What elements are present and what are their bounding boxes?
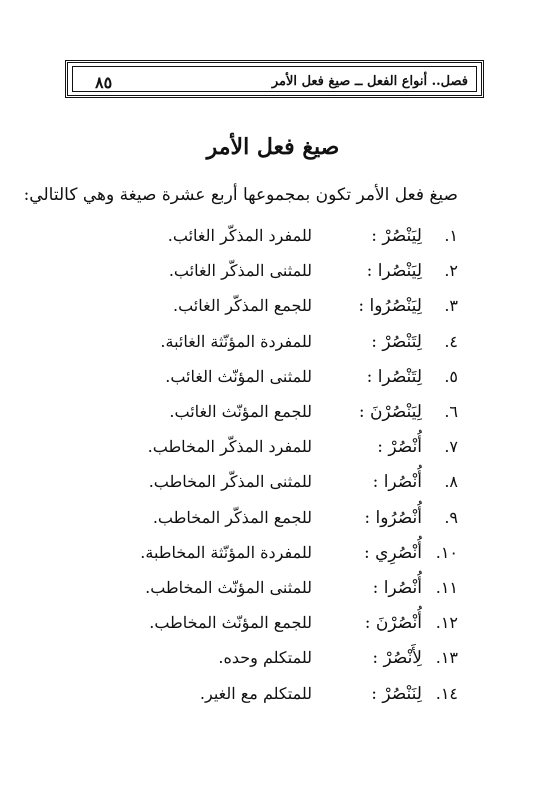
form-number: ٤. (444, 331, 458, 351)
form-description: للجمع المؤنّث الغائب. (169, 402, 312, 421)
form-description: للمتكلم وحده. (218, 648, 312, 668)
form-number: ١٢. (435, 613, 458, 633)
form-row (0, 578, 546, 606)
intro-paragraph: صيغ فعل الأمر تكون بمجموعها أربع عشرة صيغة وهي كالتالي: (23, 185, 458, 205)
form-description: للمثنى المذكّر الغائب. (168, 261, 312, 281)
form-verb: أُنْصُرْ : (377, 437, 422, 458)
form-description: للجمع المذكّر المخاطب. (152, 507, 312, 527)
form-number: ١٤. (435, 683, 458, 703)
form-description: للمثنى المؤنّث الغائب. (165, 366, 312, 386)
form-description: للمفرد المذكّر الغائب. (167, 226, 312, 245)
form-description: للجمع المؤنّث المخاطب. (149, 613, 312, 633)
form-row (0, 613, 546, 641)
form-row (0, 367, 546, 395)
form-verb: لِتَنْصُرا : (366, 366, 422, 387)
form-verb: لِيَنْصُرْنَ : (358, 402, 422, 422)
form-description: للجمع المذكّر الغائب. (172, 296, 312, 316)
form-description: للمفرد المذكّر المخاطب. (147, 437, 312, 457)
form-number: ٥. (444, 366, 458, 386)
form-number: ١. (444, 226, 458, 245)
form-number: ٦. (444, 402, 458, 421)
form-row (0, 437, 546, 465)
form-verb: لِيَنْصُرا : (366, 261, 422, 282)
form-row (0, 684, 546, 712)
form-row (0, 508, 546, 536)
section-title: صيغ فعل الأمر (206, 134, 340, 160)
form-number: ١١. (435, 578, 458, 597)
form-verb: لِتَنْصُرْ : (371, 331, 422, 352)
form-number: ٧. (444, 437, 458, 457)
form-verb: لِيَنْصُرْ : (371, 226, 422, 246)
form-description: للمثنى المؤنّث المخاطب. (145, 578, 312, 597)
running-head: فصل.. أنواع الفعل ــ صيغ فعل الأمر (271, 74, 468, 89)
form-description: للمفردة المؤنّثة الغائبة. (160, 331, 312, 351)
form-verb: لِأَنْصُرْ : (372, 648, 422, 669)
form-description: للمفردة المؤنّثة المخاطبة. (140, 542, 312, 562)
form-verb: أُنْصُرْنَ : (364, 613, 422, 634)
form-number: ٢. (444, 261, 458, 281)
form-verb: أُنْصُرُوا : (364, 507, 422, 528)
form-number: ١٣. (435, 648, 458, 668)
form-row (0, 296, 546, 324)
form-row (0, 472, 546, 500)
form-row (0, 648, 546, 676)
form-number: ٨. (444, 472, 458, 492)
page-number: ٨٥ (95, 73, 113, 92)
form-description: للمثنى المذكّر المخاطب. (148, 472, 312, 492)
form-verb: أُنْصُرا : (372, 472, 422, 493)
form-verb: لِنَنْصُرْ : (371, 683, 422, 704)
form-verb: أُنْصُرِي : (363, 542, 422, 563)
form-row (0, 261, 546, 289)
form-row (0, 543, 546, 571)
form-number: ٩. (444, 507, 458, 527)
form-row (0, 226, 546, 254)
form-verb: لِيَنْصُرُوا : (358, 296, 422, 317)
form-number: ٣. (444, 296, 458, 316)
form-row (0, 332, 546, 360)
form-row (0, 402, 546, 430)
form-description: للمتكلم مع الغير. (199, 683, 312, 703)
form-verb: أُنْصُرا : (372, 578, 422, 598)
form-number: ١٠. (435, 542, 458, 562)
